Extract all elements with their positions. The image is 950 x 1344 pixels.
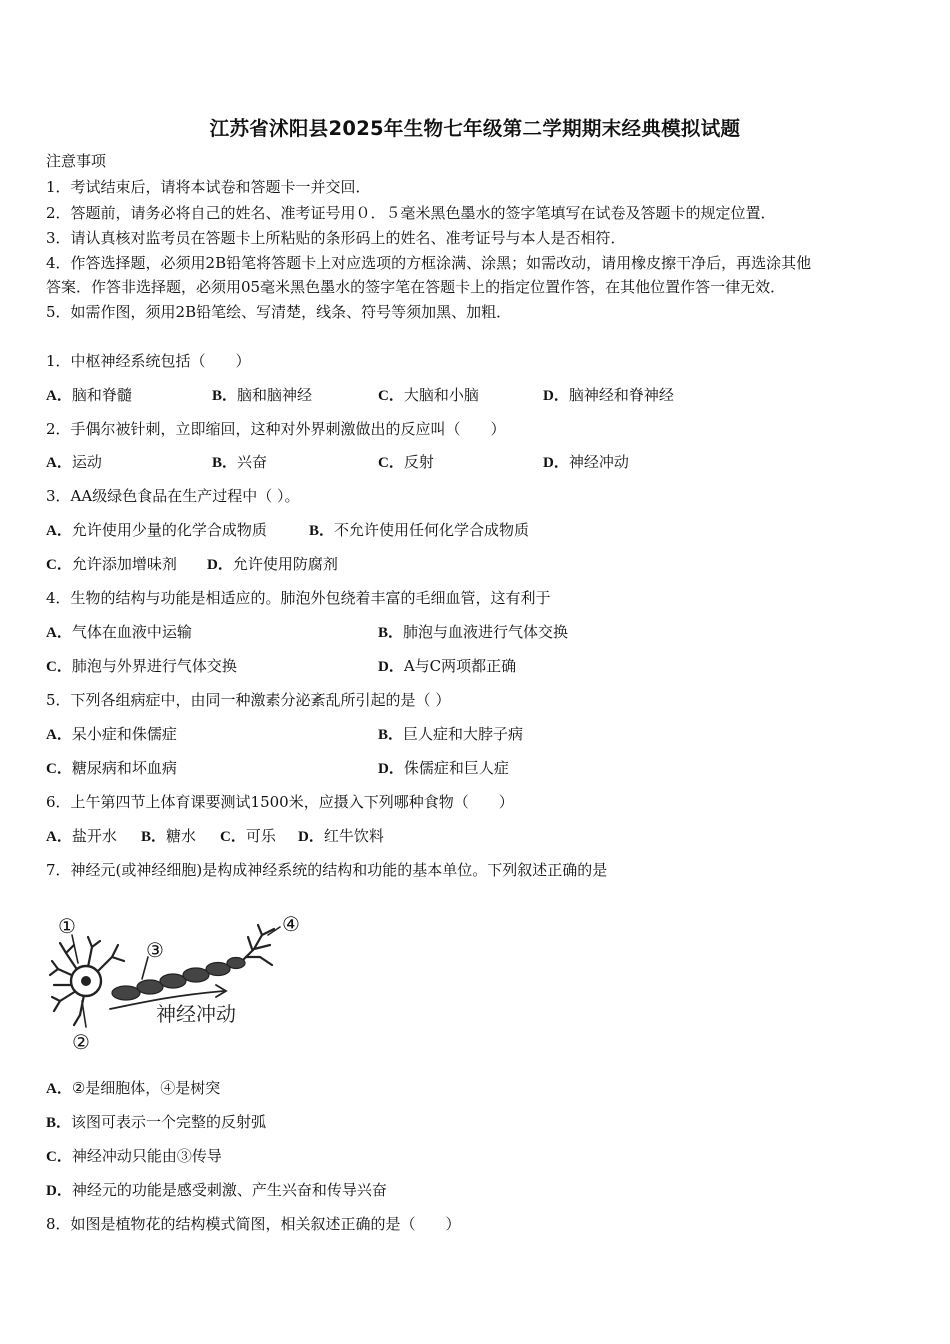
option-text: 脑和脑神经 xyxy=(237,386,313,404)
option-text: 反射 xyxy=(403,453,434,471)
option xyxy=(46,452,102,473)
option-text: 大脑和小脑 xyxy=(403,386,479,404)
option xyxy=(46,656,237,677)
dendrite xyxy=(88,937,100,967)
option-text: 气体在血液中运输 xyxy=(71,623,192,641)
label-2: ② xyxy=(72,1030,90,1054)
option-text: 可乐 xyxy=(245,827,276,845)
option-letter: B． xyxy=(141,829,167,845)
option-text: 糖水 xyxy=(166,827,197,845)
option-letter: D． xyxy=(46,1183,72,1199)
label-4: ④ xyxy=(282,912,300,936)
option xyxy=(212,452,267,473)
myelin-segment xyxy=(227,958,245,969)
question-stem: 5．下列各组病症中，由同一种激素分泌紊乱所引起的是（ ） xyxy=(46,691,451,709)
label-3: ③ xyxy=(146,938,164,962)
option xyxy=(46,1112,266,1133)
myelin-segment xyxy=(137,980,163,994)
option-letter: D． xyxy=(543,455,569,471)
option-letter: B． xyxy=(46,1115,72,1131)
option-text: 不允许使用任何化学合成物质 xyxy=(334,521,530,539)
option-letter: C． xyxy=(46,659,72,675)
option xyxy=(46,554,177,575)
option xyxy=(378,656,516,677)
option-text: 允许使用少量的化学合成物质 xyxy=(71,521,267,539)
neuron-diagram xyxy=(48,905,313,1055)
option-letter: B． xyxy=(309,523,335,539)
question-stem: 3．AA级绿色食品在生产过程中（ ）。 xyxy=(46,487,300,505)
option-letter: A． xyxy=(46,455,72,471)
option-text: 脑神经和脊神经 xyxy=(568,386,674,404)
option-text: 红牛饮料 xyxy=(323,827,384,845)
notice-heading: 注意事项 xyxy=(46,152,107,170)
option-text: 肺泡与外界进行气体交换 xyxy=(71,657,237,675)
page-title: 江苏省沭阳县2025年生物七年级第二学期期末经典模拟试题 xyxy=(209,117,741,140)
option-letter: A． xyxy=(46,523,72,539)
myelin-segment xyxy=(160,974,186,988)
option-letter: D． xyxy=(298,829,324,845)
option xyxy=(46,724,177,745)
notice-item: 答案．作答非选择题，必须用05毫米黑色墨水的签字笔在答题卡上的指定位置作答，在其他位置作答一律无效． xyxy=(46,278,786,296)
option-letter: C． xyxy=(46,557,72,573)
option-letter: C． xyxy=(46,761,72,777)
option xyxy=(141,826,196,847)
question-stem: 7．神经元(或神经细胞)是构成神经系统的结构和功能的基本单位。下列叙述正确的是 xyxy=(46,861,608,879)
option xyxy=(378,385,479,406)
notice-item: 1．考试结束后，请将本试卷和答题卡一并交回． xyxy=(46,178,371,196)
option xyxy=(378,758,509,779)
option-text: 肺泡与血液进行气体交换 xyxy=(403,623,569,641)
nucleus xyxy=(81,976,91,986)
option-text: 允许添加增味剂 xyxy=(71,555,177,573)
option-letter: D． xyxy=(207,557,233,573)
option xyxy=(212,385,312,406)
option xyxy=(46,622,192,643)
myelin-segment xyxy=(206,963,230,976)
notice-item: 3．请认真核对监考员在答题卡上所粘贴的条形码上的姓名、准考证号与本人是否相符． xyxy=(46,229,626,247)
option-letter: B． xyxy=(212,388,238,404)
question-stem: 8．如图是植物花的结构模式简图，相关叙述正确的是（ ） xyxy=(46,1215,461,1233)
question-stem: 2．手偶尔被针刺，立即缩回，这种对外界刺激做出的反应叫（ ） xyxy=(46,420,506,438)
option-text: 运动 xyxy=(71,453,102,471)
option-letter: B． xyxy=(212,455,238,471)
dendrite xyxy=(98,945,124,971)
option xyxy=(543,385,674,406)
option-letter: D． xyxy=(378,761,404,777)
myelin-segment xyxy=(183,968,209,982)
option xyxy=(46,758,177,779)
option-text: 允许使用防腐剂 xyxy=(232,555,338,573)
option xyxy=(220,826,276,847)
option-letter: C． xyxy=(378,388,404,404)
option-letter: C． xyxy=(378,455,404,471)
option-letter: B． xyxy=(378,727,404,743)
label-line-1 xyxy=(72,935,78,963)
option xyxy=(207,554,338,575)
option-letter: A． xyxy=(46,1081,72,1097)
option-letter: A． xyxy=(46,388,72,404)
question-stem: 1．中枢神经系统包括（ ） xyxy=(46,352,251,370)
option-letter: A． xyxy=(46,727,72,743)
option xyxy=(378,724,523,745)
option-text: 兴奋 xyxy=(237,453,268,471)
question-stem: 4．生物的结构与功能是相适应的。肺泡外包绕着丰富的毛细血管，这有利于 xyxy=(46,589,551,607)
option xyxy=(46,385,132,406)
axon-terminal xyxy=(246,957,272,965)
option xyxy=(378,622,568,643)
option-text: 盐开水 xyxy=(71,827,117,845)
option xyxy=(46,520,267,541)
figure-caption: 神经冲动 xyxy=(156,1002,236,1026)
option xyxy=(378,452,434,473)
option-text: 侏儒症和巨人症 xyxy=(403,759,509,777)
option-letter: D． xyxy=(378,659,404,675)
question-stem: 6．上午第四节上体育课要测试1500米，应摄入下列哪种食物（ ） xyxy=(46,793,514,811)
option-text: 神经冲动 xyxy=(568,453,629,471)
notice-item: 2．答题前，请务必将自己的姓名、准考证号用０．５毫米黑色墨水的签字笔填写在试卷及答题卡的规定位置． xyxy=(46,204,776,222)
option xyxy=(46,1180,387,1201)
axon-terminal xyxy=(248,937,252,949)
option-letter: C． xyxy=(46,1149,72,1165)
option xyxy=(46,826,117,847)
option-letter: B． xyxy=(378,625,404,641)
option-text: 该图可表示一个完整的反射弧 xyxy=(71,1113,267,1131)
option-letter: A． xyxy=(46,625,72,641)
option-text: 呆小症和侏儒症 xyxy=(71,725,177,743)
option-text: 巨人症和大脖子病 xyxy=(403,725,524,743)
myelin-segment xyxy=(112,986,140,1000)
option xyxy=(309,520,529,541)
option-letter: A． xyxy=(46,829,72,845)
option-text: 糖尿病和坏血病 xyxy=(71,759,177,777)
option-text: ②是细胞体，④是树突 xyxy=(71,1079,221,1097)
option xyxy=(543,452,629,473)
label-1: ① xyxy=(58,914,76,938)
label-line-2 xyxy=(82,1001,86,1027)
notice-item: 5．如需作图，须用2B铅笔绘、写清楚，线条、符号等须加黑、加粗． xyxy=(46,303,512,321)
option-text: 神经元的功能是感受刺激、产生兴奋和传导兴奋 xyxy=(71,1181,387,1199)
option-letter: D． xyxy=(543,388,569,404)
option xyxy=(46,1078,220,1099)
option-text: 脑和脊髓 xyxy=(71,386,132,404)
option-letter: C． xyxy=(220,829,246,845)
dendrite xyxy=(74,995,84,1025)
option-text: 神经冲动只能由③传导 xyxy=(71,1147,222,1165)
option-text: A与C两项都正确 xyxy=(403,657,517,675)
option xyxy=(298,826,384,847)
option xyxy=(46,1146,222,1167)
dendrite xyxy=(52,991,76,1011)
notice-item: 4．作答选择题，必须用2B铅笔将答题卡上对应选项的方框涂满、涂黑；如需改动，请用橡皮擦干净后，再选涂其他 xyxy=(46,254,812,272)
